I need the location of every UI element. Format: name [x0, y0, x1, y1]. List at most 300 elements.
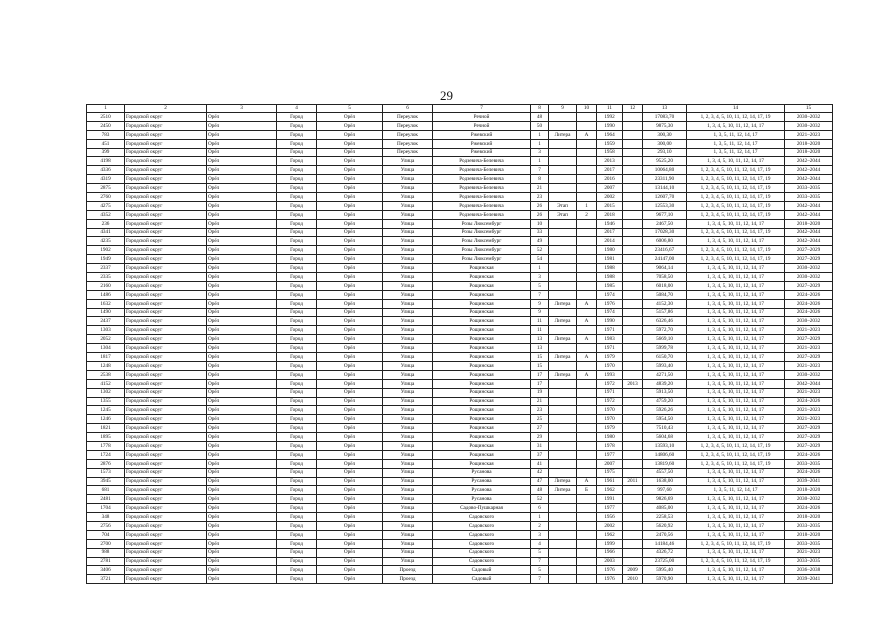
- table-cell: Городской округ: [125, 495, 207, 504]
- table-cell: [623, 281, 643, 290]
- table-cell: 1, 3, 4, 5, 10, 11, 12, 14, 17: [687, 575, 785, 584]
- table-cell: [549, 468, 577, 477]
- table-cell: [623, 139, 643, 148]
- table-cell: Городской округ: [125, 557, 207, 566]
- table-cell: 1990: [597, 121, 623, 130]
- table-cell: 1962: [597, 530, 623, 539]
- table-cell: Город: [277, 530, 317, 539]
- table-cell: [577, 237, 597, 246]
- table-cell: Орёл: [207, 548, 277, 557]
- table-cell: Улица: [383, 255, 433, 264]
- table-cell: Орёл: [207, 317, 277, 326]
- table-cell: [577, 521, 597, 530]
- table-cell: Городской округ: [125, 521, 207, 530]
- table-row: [87, 468, 833, 477]
- table-cell: Городской округ: [125, 210, 207, 219]
- table-cell: 6326,46: [643, 317, 687, 326]
- table-cell: 5972,70: [643, 326, 687, 335]
- table-cell: 14806,60: [643, 450, 687, 459]
- table-cell: Орёл: [207, 273, 277, 282]
- table-cell: 1, 3, 4, 5, 10, 11, 12, 14, 17: [687, 415, 785, 424]
- table-cell: Улица: [383, 424, 433, 433]
- table-cell: Рощинская: [433, 406, 531, 415]
- table-cell: Город: [277, 175, 317, 184]
- table-cell: [577, 113, 597, 122]
- table-cell: 1981: [597, 255, 623, 264]
- table-cell: 1971: [597, 326, 623, 335]
- table-cell: [549, 308, 577, 317]
- table-cell: Орёл: [207, 424, 277, 433]
- table-cell: 42: [531, 468, 549, 477]
- table-row: [87, 264, 833, 273]
- table-cell: 48: [531, 113, 549, 122]
- table-row: [87, 157, 833, 166]
- table-cell: Родзевича-Белевича: [433, 166, 531, 175]
- table-cell: 2010: [623, 575, 643, 584]
- table-cell: Городской округ: [125, 317, 207, 326]
- table-cell: Родзевича-Белевича: [433, 210, 531, 219]
- table-cell: Улица: [383, 513, 433, 522]
- table-cell: Город: [277, 353, 317, 362]
- table-cell: Улица: [383, 441, 433, 450]
- table-cell: Городской округ: [125, 299, 207, 308]
- table-cell: 2018–2020: [785, 513, 833, 522]
- table-cell: Рощинская: [433, 273, 531, 282]
- table-cell: 50: [531, 121, 549, 130]
- table-cell: [623, 388, 643, 397]
- table-cell: 2018: [597, 210, 623, 219]
- table-cell: Родзевича-Белевича: [433, 184, 531, 193]
- table-cell: Улица: [383, 166, 433, 175]
- table-cell: Городской округ: [125, 344, 207, 353]
- table-cell: Орёл: [207, 166, 277, 175]
- table-cell: А: [577, 477, 597, 486]
- table-cell: 12607,70: [643, 193, 687, 202]
- table-cell: Орёл: [207, 415, 277, 424]
- table-row: [87, 495, 833, 504]
- table-cell: 1, 3, 4, 5, 10, 11, 12, 14, 17: [687, 388, 785, 397]
- table-cell: Рощинская: [433, 353, 531, 362]
- table-cell: [623, 264, 643, 273]
- table-cell: 9826,69: [643, 495, 687, 504]
- table-cell: Улица: [383, 504, 433, 513]
- table-cell: 1, 3, 4, 5, 10, 11, 12, 14, 17: [687, 495, 785, 504]
- table-cell: Городской округ: [125, 326, 207, 335]
- table-cell: 300,30: [643, 130, 687, 139]
- table-cell: 1980: [597, 246, 623, 255]
- table-cell: Орёл: [317, 175, 383, 184]
- table-cell: Улица: [383, 521, 433, 530]
- table-cell: 1, 3, 4, 5, 10, 11, 12, 14, 17: [687, 504, 785, 513]
- table-cell: Орёл: [207, 521, 277, 530]
- table-cell: 1988: [597, 273, 623, 282]
- table-cell: Орёл: [317, 406, 383, 415]
- table-cell: Улица: [383, 477, 433, 486]
- table-cell: [623, 317, 643, 326]
- table-cell: Орёл: [207, 121, 277, 130]
- table-cell: [549, 290, 577, 299]
- column-header: 11: [597, 105, 623, 113]
- table-cell: 1, 2, 3, 4, 5, 10, 11, 12, 14, 17, 19: [687, 166, 785, 175]
- table-cell: Город: [277, 193, 317, 202]
- table-cell: 1, 3, 4, 5, 10, 11, 12, 14, 17: [687, 477, 785, 486]
- table-cell: 1895: [87, 433, 125, 442]
- table-cell: Улица: [383, 219, 433, 228]
- table-cell: Рощинская: [433, 290, 531, 299]
- table-cell: 1, 3, 4, 5, 10, 11, 12, 14, 17: [687, 424, 785, 433]
- table-row: [87, 166, 833, 175]
- table-cell: 2002: [597, 521, 623, 530]
- table-cell: 1949: [87, 255, 125, 264]
- table-cell: Городской округ: [125, 281, 207, 290]
- table-cell: Город: [277, 504, 317, 513]
- table-cell: 1: [577, 201, 597, 210]
- table-cell: 2027–2029: [785, 335, 833, 344]
- table-cell: [623, 441, 643, 450]
- table-cell: 1974: [597, 290, 623, 299]
- table-cell: [549, 513, 577, 522]
- table-cell: Орёл: [317, 575, 383, 584]
- table-cell: 348: [87, 513, 125, 522]
- table-cell: Орёл: [207, 406, 277, 415]
- table-cell: Город: [277, 219, 317, 228]
- table-cell: 47: [531, 477, 549, 486]
- table-cell: 2481: [87, 495, 125, 504]
- table-row: [87, 370, 833, 379]
- table-cell: Город: [277, 370, 317, 379]
- table-cell: [549, 548, 577, 557]
- table-cell: [623, 308, 643, 317]
- table-cell: [577, 166, 597, 175]
- table-cell: [549, 557, 577, 566]
- table-cell: Орёл: [207, 246, 277, 255]
- table-cell: Городской округ: [125, 513, 207, 522]
- table-cell: 1, 3, 4, 5, 10, 11, 12, 14, 17: [687, 566, 785, 575]
- table-cell: [549, 175, 577, 184]
- table-cell: 1: [531, 264, 549, 273]
- table-cell: Орёл: [317, 326, 383, 335]
- table-cell: [577, 255, 597, 264]
- table-cell: Орёл: [207, 433, 277, 442]
- table-cell: [549, 424, 577, 433]
- table-cell: Рощинская: [433, 370, 531, 379]
- table-cell: 12553,30: [643, 201, 687, 210]
- table-cell: 1, 2, 3, 4, 5, 10, 11, 12, 14, 17, 19: [687, 175, 785, 184]
- table-cell: [577, 504, 597, 513]
- table-cell: 1992: [597, 113, 623, 122]
- column-header: 14: [687, 105, 785, 113]
- table-cell: Город: [277, 486, 317, 495]
- table-cell: 2024–2026: [785, 290, 833, 299]
- table-cell: 704: [87, 530, 125, 539]
- table-cell: Орёл: [207, 370, 277, 379]
- table-cell: 9: [531, 299, 549, 308]
- table-cell: 2700: [87, 539, 125, 548]
- table-cell: 5: [531, 281, 549, 290]
- table-cell: 2160: [87, 281, 125, 290]
- table-row: [87, 326, 833, 335]
- table-cell: Орёл: [317, 459, 383, 468]
- table-row: [87, 388, 833, 397]
- table-cell: 2042–2044: [785, 201, 833, 210]
- table-cell: Город: [277, 237, 317, 246]
- table-cell: Орёл: [317, 370, 383, 379]
- table-cell: Улица: [383, 175, 433, 184]
- table-cell: Орёл: [317, 539, 383, 548]
- table-cell: [549, 459, 577, 468]
- table-cell: Город: [277, 273, 317, 282]
- table-cell: 1976: [597, 575, 623, 584]
- table-cell: 9875,30: [643, 121, 687, 130]
- table-cell: Орёл: [317, 166, 383, 175]
- table-cell: Город: [277, 166, 317, 175]
- table-cell: Городской округ: [125, 370, 207, 379]
- table-cell: [549, 495, 577, 504]
- table-cell: [577, 157, 597, 166]
- table-row: [87, 130, 833, 139]
- table-cell: 5669,10: [643, 335, 687, 344]
- table-cell: Розы Люксембург: [433, 246, 531, 255]
- table-cell: 1, 3, 4, 5, 10, 11, 12, 14, 17: [687, 299, 785, 308]
- table-cell: Орёл: [317, 139, 383, 148]
- table-cell: 2017: [597, 166, 623, 175]
- table-cell: Орёл: [207, 210, 277, 219]
- table-cell: [577, 459, 597, 468]
- table-cell: 4: [531, 539, 549, 548]
- table-cell: 1, 3, 5, 11, 12, 14, 17: [687, 130, 785, 139]
- table-cell: Проезд: [383, 575, 433, 584]
- table-cell: [623, 175, 643, 184]
- table-cell: Городской округ: [125, 219, 207, 228]
- table-cell: 2033–2035: [785, 557, 833, 566]
- table-cell: Литера: [549, 130, 577, 139]
- table-cell: Городской округ: [125, 477, 207, 486]
- table-cell: 4152: [87, 379, 125, 388]
- table-cell: Орёл: [207, 477, 277, 486]
- table-cell: Город: [277, 157, 317, 166]
- table-cell: Городской округ: [125, 486, 207, 495]
- table-cell: 4152,30: [643, 299, 687, 308]
- table-cell: Орёл: [317, 228, 383, 237]
- table-cell: Русанова: [433, 486, 531, 495]
- table-cell: Городской округ: [125, 201, 207, 210]
- table-cell: [577, 273, 597, 282]
- table-cell: 5926,26: [643, 406, 687, 415]
- table-cell: [577, 539, 597, 548]
- table-cell: 4341: [87, 228, 125, 237]
- table-cell: 1302: [87, 388, 125, 397]
- table-cell: Орёл: [317, 317, 383, 326]
- table-cell: Городской округ: [125, 246, 207, 255]
- table-cell: А: [577, 130, 597, 139]
- table-cell: Городской округ: [125, 459, 207, 468]
- table-cell: 2030–2032: [785, 273, 833, 282]
- table-cell: 2018–2020: [785, 219, 833, 228]
- table-cell: 4557,50: [643, 468, 687, 477]
- table-cell: Орёл: [317, 441, 383, 450]
- table-cell: А: [577, 317, 597, 326]
- table-cell: Город: [277, 415, 317, 424]
- table-cell: Улица: [383, 459, 433, 468]
- table-cell: 1993: [597, 370, 623, 379]
- table-cell: Орёл: [317, 397, 383, 406]
- table-cell: 4085,00: [643, 504, 687, 513]
- table-cell: Город: [277, 468, 317, 477]
- table-cell: [549, 539, 577, 548]
- table-cell: 1, 2, 3, 4, 5, 10, 11, 12, 14, 17, 19: [687, 255, 785, 264]
- table-cell: Орёл: [317, 237, 383, 246]
- table-cell: 23: [531, 193, 549, 202]
- table-cell: Город: [277, 317, 317, 326]
- table-cell: 4326,72: [643, 548, 687, 557]
- table-cell: Садовского: [433, 513, 531, 522]
- table-cell: 1961: [597, 477, 623, 486]
- column-header: 7: [433, 105, 531, 113]
- table-cell: [623, 495, 643, 504]
- table-row: [87, 361, 833, 370]
- table-cell: 1, 3, 5, 11, 12, 14, 17: [687, 148, 785, 157]
- table-cell: Орёл: [207, 566, 277, 575]
- table-cell: Улица: [383, 353, 433, 362]
- table-cell: Город: [277, 513, 317, 522]
- table-cell: 2337: [87, 264, 125, 273]
- table-cell: Орёл: [207, 255, 277, 264]
- table-cell: 2021–2023: [785, 130, 833, 139]
- table-row: [87, 513, 833, 522]
- table-cell: [577, 424, 597, 433]
- table-cell: Орёл: [207, 219, 277, 228]
- table-cell: 17: [531, 370, 549, 379]
- table-cell: Родзевича-Белевича: [433, 175, 531, 184]
- table-cell: Рощинская: [433, 424, 531, 433]
- column-header: 3: [207, 105, 277, 113]
- table-cell: Городской округ: [125, 361, 207, 370]
- table-cell: Городской округ: [125, 273, 207, 282]
- table-cell: 1970: [597, 361, 623, 370]
- table-cell: 9: [531, 308, 549, 317]
- table-cell: 1970: [597, 415, 623, 424]
- table-cell: 1, 3, 4, 5, 10, 11, 12, 14, 17: [687, 281, 785, 290]
- table-cell: 2011: [623, 477, 643, 486]
- table-cell: 1, 3, 4, 5, 10, 11, 12, 14, 17: [687, 317, 785, 326]
- table-cell: Улица: [383, 193, 433, 202]
- table-cell: 2027–2029: [785, 255, 833, 264]
- table-cell: 2: [577, 210, 597, 219]
- table-cell: 26: [531, 210, 549, 219]
- table-row: [87, 175, 833, 184]
- table-cell: 293,10: [643, 148, 687, 157]
- table-cell: 1, 3, 5, 11, 12, 14, 17: [687, 139, 785, 148]
- table-cell: 2021–2023: [785, 415, 833, 424]
- table-cell: Улица: [383, 335, 433, 344]
- table-row: [87, 566, 833, 575]
- table-cell: [577, 450, 597, 459]
- table-row: [87, 139, 833, 148]
- housing-register-table: [86, 104, 833, 584]
- table-cell: Орёл: [317, 566, 383, 575]
- table-cell: Городской округ: [125, 335, 207, 344]
- table-cell: Улица: [383, 397, 433, 406]
- table-cell: [577, 219, 597, 228]
- table-cell: Литера: [549, 353, 577, 362]
- table-row: [87, 504, 833, 513]
- column-header: 6: [383, 105, 433, 113]
- table-cell: 1, 3, 4, 5, 10, 11, 12, 14, 17: [687, 353, 785, 362]
- table-cell: Город: [277, 477, 317, 486]
- table-cell: Город: [277, 441, 317, 450]
- table-cell: 2002: [597, 193, 623, 202]
- table-cell: 1, 3, 4, 5, 10, 11, 12, 14, 17: [687, 335, 785, 344]
- table-cell: 2033–2035: [785, 539, 833, 548]
- table-cell: 48: [531, 486, 549, 495]
- table-cell: Город: [277, 326, 317, 335]
- table-cell: Рощинская: [433, 308, 531, 317]
- table-cell: 1976: [597, 566, 623, 575]
- table-cell: Речной: [433, 113, 531, 122]
- table-cell: 2335: [87, 273, 125, 282]
- table-cell: Город: [277, 397, 317, 406]
- table-cell: 23311,90: [643, 175, 687, 184]
- table-cell: Орёл: [207, 228, 277, 237]
- table-cell: [577, 264, 597, 273]
- table-cell: Город: [277, 299, 317, 308]
- table-cell: Орёл: [317, 468, 383, 477]
- table-cell: 5604,68: [643, 433, 687, 442]
- table-cell: Родзевича-Белевича: [433, 201, 531, 210]
- table-cell: 5999,78: [643, 344, 687, 353]
- table-cell: 1704: [87, 504, 125, 513]
- table-cell: Город: [277, 433, 317, 442]
- table-cell: 4319: [87, 175, 125, 184]
- table-cell: 1991: [597, 495, 623, 504]
- table-cell: 2003: [597, 557, 623, 566]
- table-cell: 1976: [597, 299, 623, 308]
- table-cell: 9525,20: [643, 157, 687, 166]
- table-cell: [549, 450, 577, 459]
- table-cell: Русанова: [433, 477, 531, 486]
- table-cell: [623, 148, 643, 157]
- table-cell: Городской округ: [125, 290, 207, 299]
- table-row: [87, 441, 833, 450]
- table-cell: 783: [87, 130, 125, 139]
- table-row: [87, 521, 833, 530]
- table-cell: 1971: [597, 344, 623, 353]
- table-cell: 2042–2044: [785, 237, 833, 246]
- table-cell: 5157,86: [643, 308, 687, 317]
- table-cell: [623, 113, 643, 122]
- table-row: [87, 575, 833, 584]
- table-cell: 1946: [597, 219, 623, 228]
- table-cell: Город: [277, 121, 317, 130]
- table-cell: Городской округ: [125, 175, 207, 184]
- table-cell: [577, 548, 597, 557]
- table-cell: 1: [531, 139, 549, 148]
- table-cell: Орёл: [317, 424, 383, 433]
- table-cell: Орёл: [317, 486, 383, 495]
- table-cell: [549, 121, 577, 130]
- table-cell: Улица: [383, 237, 433, 246]
- table-cell: [549, 193, 577, 202]
- table-cell: Орёл: [207, 193, 277, 202]
- table-cell: Розы Люксембург: [433, 228, 531, 237]
- table-cell: Речной: [433, 121, 531, 130]
- table-cell: Город: [277, 210, 317, 219]
- table-cell: Городской округ: [125, 130, 207, 139]
- table-cell: Садовского: [433, 548, 531, 557]
- table-cell: 997,60: [643, 486, 687, 495]
- table-cell: [623, 166, 643, 175]
- table-cell: Городской округ: [125, 441, 207, 450]
